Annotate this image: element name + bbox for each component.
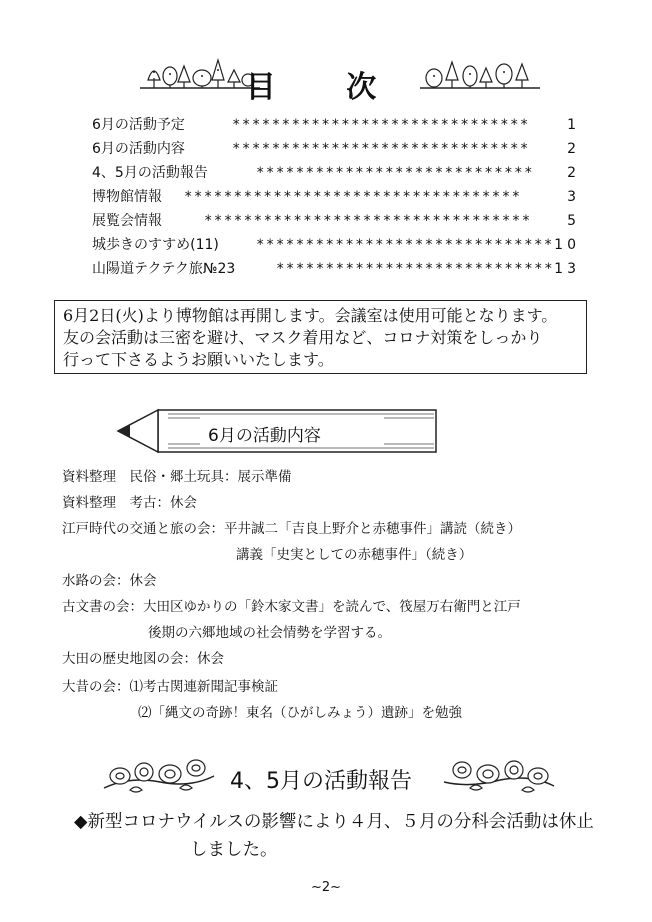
report-body bbox=[74, 808, 594, 864]
tree-decoration-right bbox=[420, 58, 540, 92]
notice-line: 友の会活動は三密を避け、マスク着用など、コロナ対策をしっかり bbox=[63, 328, 543, 347]
toc-item bbox=[92, 233, 580, 257]
flower-decoration-right bbox=[440, 754, 558, 796]
report-line: ◆新型コロナウイルスの影響により４月、５月の分科会活動は休止 bbox=[74, 812, 594, 832]
activity-line: 大昔の会：⑴考古関連新聞記事検証 bbox=[62, 679, 278, 695]
toc-item bbox=[92, 113, 580, 137]
activity-line: 江戸時代の交通と旅の会：平井誠二「吉良上野介と赤穂事件」講読（続き） bbox=[62, 521, 521, 537]
activity-line: ⑵「縄文の奇跡！東名（ひがしみょう）遺跡」を勉強 bbox=[138, 705, 462, 721]
notice-line: 6月2日(火)より博物館は再開します。会議室は使用可能となります。 bbox=[63, 306, 558, 325]
toc-item bbox=[92, 209, 580, 233]
toc-item-page: 2 bbox=[567, 165, 580, 181]
activity-line: 講義「史実としての赤穂事件」（続き） bbox=[236, 547, 473, 563]
toc-leader: **************************** bbox=[276, 261, 555, 277]
toc-item-title: 博物館情報 bbox=[92, 189, 162, 205]
toc-leader: ****************************** bbox=[256, 237, 554, 253]
activity-line: 水路の会：休会 bbox=[62, 573, 157, 589]
toc-item bbox=[92, 257, 580, 281]
activity-line: 古文書の会：大田区ゆかりの「鈴木家文書」を読んで、筏屋万右衛門と江戸 bbox=[62, 599, 521, 615]
notice-box bbox=[54, 300, 587, 374]
toc-item bbox=[92, 137, 580, 161]
page-number: ~2~ bbox=[310, 880, 342, 895]
activity-line: 後期の六郷地域の社会情勢を学習する。 bbox=[148, 625, 391, 641]
toc-item-page: 2 bbox=[567, 141, 580, 157]
notice-line: 行って下さるようお願いいたします。 bbox=[63, 350, 334, 369]
report-line: しました。 bbox=[190, 840, 278, 860]
activity-line: 資料整理 民俗・郷土玩具：展示準備 bbox=[62, 469, 292, 485]
toc-item-title: 6月の活動予定 bbox=[92, 117, 185, 133]
activity-line: 大田の歴史地図の会：休会 bbox=[62, 651, 224, 667]
toc-leader: ****************************** bbox=[232, 141, 530, 157]
flower-decoration-left bbox=[100, 754, 218, 796]
report-heading: 4、5月の活動報告 bbox=[230, 769, 412, 794]
toc-item-title: 6月の活動内容 bbox=[92, 141, 185, 157]
activity-line: 資料整理 考古：休会 bbox=[62, 495, 197, 511]
toc-item-page: 13 bbox=[554, 261, 580, 277]
toc-item-title: 城歩きのすすめ(11) bbox=[92, 237, 219, 253]
toc-leader: **************************** bbox=[256, 165, 535, 181]
toc-item-page: 1 bbox=[567, 117, 580, 133]
june-activities-heading: 6月の活動内容 bbox=[208, 426, 321, 446]
toc-item bbox=[92, 161, 580, 185]
toc-leader: ********************************** bbox=[184, 189, 522, 205]
toc-item-title: 4、5月の活動報告 bbox=[92, 165, 208, 181]
toc-item-title: 山陽道テクテク旅№23 bbox=[92, 261, 236, 277]
toc-item-page: 10 bbox=[554, 237, 580, 253]
toc-leader: ****************************** bbox=[232, 117, 530, 133]
toc-item-title: 展覧会情報 bbox=[92, 213, 162, 229]
toc-item-page: 3 bbox=[567, 189, 580, 205]
toc-item bbox=[92, 185, 580, 209]
toc-leader: ********************************* bbox=[204, 213, 532, 229]
toc-title: 目 次 bbox=[245, 70, 407, 105]
toc-item-page: 5 bbox=[567, 213, 580, 229]
